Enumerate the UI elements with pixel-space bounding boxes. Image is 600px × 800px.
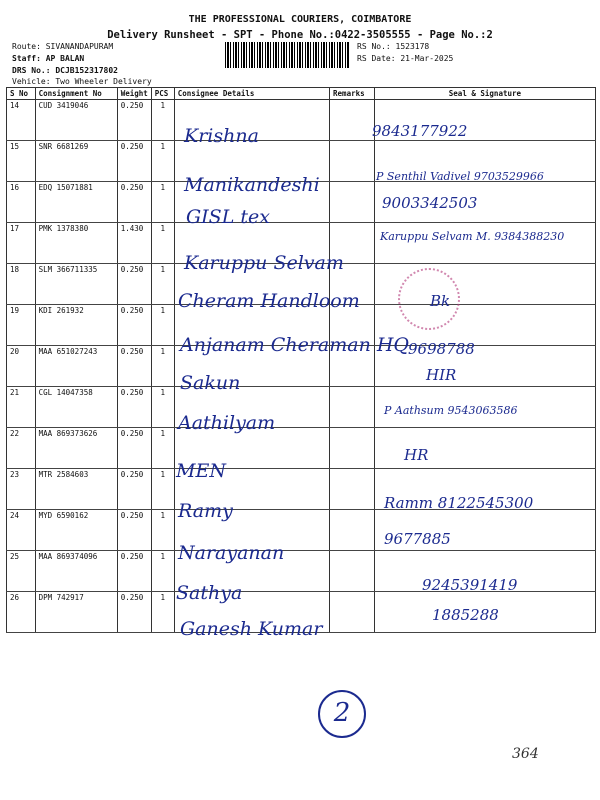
cell-pcs: 1 [151, 510, 174, 551]
cell-consignment: CGL 14047358 [35, 387, 117, 428]
cell-remarks [330, 469, 375, 510]
cell-remarks [330, 141, 375, 182]
cell-pcs: 1 [151, 428, 174, 469]
cell-pcs: 1 [151, 100, 174, 141]
cell-consignment: MTR 2584603 [35, 469, 117, 510]
cell-weight: 0.250 [117, 141, 151, 182]
cell-sno: 14 [7, 100, 36, 141]
barcode [225, 42, 350, 68]
vehicle-text: Vehicle: Two Wheeler Delivery [12, 77, 152, 86]
handwritten-signature: Ramm 8122545300 [384, 494, 534, 512]
circled-page-number: 2 [318, 690, 366, 738]
cell-consignment: MAA 869373626 [35, 428, 117, 469]
cell-pcs: 1 [151, 141, 174, 182]
cell-weight: 0.250 [117, 387, 151, 428]
handwritten-signature: Karuppu Selvam M. 9384388230 [380, 230, 565, 243]
table-header-row [7, 88, 596, 100]
handwritten-signature: 9245391419 [422, 576, 518, 594]
cell-consignment: MAA 651027243 [35, 346, 117, 387]
handwritten-consignee: Sathya [176, 582, 243, 604]
handwritten-consignee: Aathilyam [178, 412, 276, 434]
handwritten-consignee: Sakun [180, 372, 241, 394]
cell-consignment: MAA 869374096 [35, 551, 117, 592]
cell-weight: 0.250 [117, 510, 151, 551]
cell-seal [374, 223, 595, 264]
handwritten-consignee: Ramy [178, 500, 233, 522]
handwritten-consignee: GISL tex [186, 206, 270, 228]
cell-sno: 19 [7, 305, 36, 346]
cell-weight: 0.250 [117, 264, 151, 305]
route-text: Route: SIVANANDAPURAM [12, 42, 114, 51]
rs-date: RS Date: 21-Mar-2025 [357, 54, 454, 63]
cell-consignment: MYD 6590162 [35, 510, 117, 551]
cell-consignment: EDQ 15071881 [35, 182, 117, 223]
cell-remarks [330, 551, 375, 592]
cell-pcs: 1 [151, 346, 174, 387]
handwritten-signature: 9843177922 [372, 122, 468, 140]
handwritten-signature: HIR [426, 366, 457, 384]
cell-pcs: 1 [151, 305, 174, 346]
col-seal-signature: Seal & Signature [374, 88, 595, 100]
cell-pcs: 1 [151, 223, 174, 264]
cell-weight: 0.250 [117, 551, 151, 592]
table-row [7, 100, 596, 141]
handwritten-page-ref: 364 [512, 746, 539, 762]
cell-pcs: 1 [151, 592, 174, 633]
handwritten-consignee: Narayanan [178, 542, 285, 564]
cell-weight: 0.250 [117, 305, 151, 346]
cell-weight: 0.250 [117, 469, 151, 510]
runsheet-table [6, 87, 596, 633]
cell-sno: 16 [7, 182, 36, 223]
cell-sno: 18 [7, 264, 36, 305]
cell-pcs: 1 [151, 387, 174, 428]
cell-remarks [330, 387, 375, 428]
cell-sno: 23 [7, 469, 36, 510]
cell-remarks [330, 510, 375, 551]
cell-sno: 24 [7, 510, 36, 551]
cell-pcs: 1 [151, 551, 174, 592]
handwritten-signature: 9698788 [408, 340, 475, 358]
cell-remarks [330, 428, 375, 469]
handwritten-signature: 1885288 [432, 606, 499, 624]
handwritten-signature: Bk [430, 292, 451, 310]
col-remarks: Remarks [330, 88, 375, 100]
handwritten-consignee: Ganesh Kumar [180, 618, 323, 640]
runsheet-title: Delivery Runsheet - SPT - Phone No.:0422-3505555 - Page No.:2 [107, 29, 493, 41]
cell-consignment: KDI 261932 [35, 305, 117, 346]
cell-weight: 0.250 [117, 346, 151, 387]
drs-number: DRS No.: DCJB152317802 [12, 66, 118, 75]
col-consignee-details: Consignee Details [174, 88, 329, 100]
cell-pcs: 1 [151, 182, 174, 223]
table-row [7, 510, 596, 551]
cell-sno: 21 [7, 387, 36, 428]
cell-consignment: SNR 6681269 [35, 141, 117, 182]
col-sno: S No [7, 88, 36, 100]
cell-weight: 1.430 [117, 223, 151, 264]
cell-pcs: 1 [151, 264, 174, 305]
cell-weight: 0.250 [117, 182, 151, 223]
handwritten-signature: P Senthil Vadivel 9703529966 [376, 170, 544, 183]
handwritten-consignee: Cheram Handloom [178, 290, 360, 312]
handwritten-signature: 9003342503 [382, 194, 478, 212]
rs-number: RS No.: 1523178 [357, 42, 430, 51]
col-pcs: PCS [151, 88, 174, 100]
handwritten-consignee: Anjanam Cheraman HQ [180, 334, 409, 356]
cell-consignment: PMK 1378380 [35, 223, 117, 264]
handwritten-signature: HR [404, 446, 429, 464]
cell-consignment: SLM 366711335 [35, 264, 117, 305]
cell-weight: 0.250 [117, 100, 151, 141]
cell-remarks [330, 592, 375, 633]
cell-pcs: 1 [151, 469, 174, 510]
col-weight: Weight [117, 88, 151, 100]
handwritten-signature: P Aathsum 9543063586 [384, 404, 518, 417]
cell-consignment: DPM 742917 [35, 592, 117, 633]
handwritten-consignee: Krishna [184, 125, 259, 147]
handwritten-consignee: Karuppu Selvam [184, 252, 344, 274]
cell-sno: 20 [7, 346, 36, 387]
cell-weight: 0.250 [117, 592, 151, 633]
cell-sno: 15 [7, 141, 36, 182]
cell-consignment: CUD 3419046 [35, 100, 117, 141]
seal-stamp [398, 268, 460, 330]
cell-sno: 22 [7, 428, 36, 469]
cell-remarks [330, 100, 375, 141]
cell-sno: 25 [7, 551, 36, 592]
cell-remarks [330, 182, 375, 223]
handwritten-signature: 9677885 [384, 530, 451, 548]
cell-weight: 0.250 [117, 428, 151, 469]
company-name: THE PROFESSIONAL COURIERS, COIMBATORE [188, 14, 412, 25]
handwritten-consignee: Manikandeshi [184, 174, 320, 196]
staff-text: Staff: AP BALAN [12, 54, 85, 63]
handwritten-consignee: MEN [176, 460, 226, 482]
col-consignment: Consignment No [35, 88, 117, 100]
cell-sno: 17 [7, 223, 36, 264]
table-row [7, 428, 596, 469]
cell-sno: 26 [7, 592, 36, 633]
